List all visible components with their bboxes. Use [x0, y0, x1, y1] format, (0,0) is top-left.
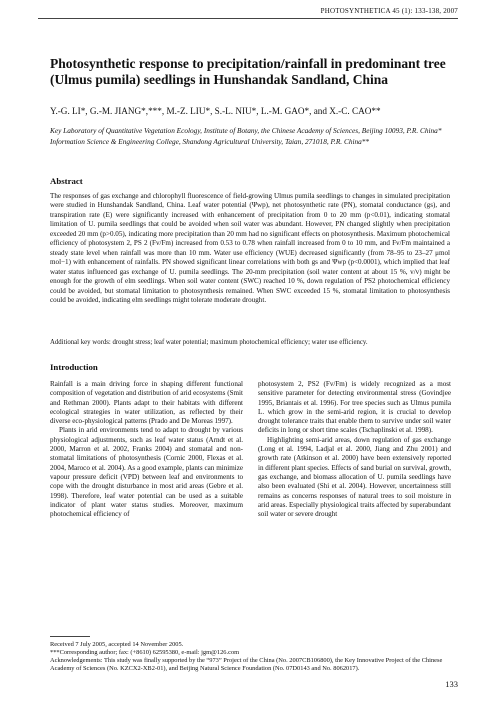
header-rule — [38, 18, 458, 19]
paper-title: Photosynthetic response to precipitation/rainfall in predominant tree (Ulmus pumila) seedlings in Hunshandak Sandland, China — [50, 56, 446, 87]
abstract-text: The responses of gas exchange and chlorophyll fluorescence of field-growing Ulmus pumila seedlings to changes in simulated precipitation were studied in Hunshandak Sandland, China. Leaf water potential (Ψwp), net photosynthetic rate (PN), stomatal conductance (gs), and transpiration rate (E) were significantly increased with enhancement of precipitation from 0 to 20 mm (p<0.01), indicating stomatal limitation of U. pumila seedlings that could be avoided when soil water was abundant. However, PN changed slightly when precipitation exceeded 20 mm (p>0.05), indicating more precipitation than 20 mm had no significant effects on photosynthesis. Maximum photochemical efficiency of photosystem 2, PS 2 (Fv/Fm) increased from 0.53 to 0.78 when rainfall increased from 0 to 10 mm, and Fv/Fm maintained a steady state level when rainfall was more than 10 mm. Water use efficiency (WUE) decreased significantly (from 78–95 to 23–27 μmol mol−1) with enhancement of rainfalls. PN showed significant linear correlations with both gs and Ψwp (p<0.0001), which implied that leaf water status influenced gas exchange of U. pumila seedlings. The 20-mm precipitation (soil water content at about 15 %, v/v) might be enough for the growth of elm seedlings. When soil water content (SWC) reached 10 %, down regulation of PS2 photochemical efficiency could be avoided, but stomatal limitation to photosynthesis remained. When SWC exceeded 15 %, stomatal limitation to photosynthesis could be avoided, indicating elm seedlings might tolerate moderate drought. — [50, 192, 450, 304]
abstract-heading: Abstract — [50, 176, 83, 186]
affiliation-2: Information Science & Engineering College, Shandong Agricultural University, Taian, 271018, P.R. China** — [50, 136, 370, 146]
corresponding-author-note: ***Corresponding author; fax: (+8610) 62595380, e-mail: jgm@126.com — [50, 649, 240, 657]
intro-paragraph: Plants in arid environments tend to adapt to drought by various physiological adjustments, such as leaf water status (Arndt et al. 2000, Marron et al. 2002, Franks 2004) and stomatal and non-stomatal limitations of photosynthesis (Cornic 2000, Flexas et al. 2004, Maroco et al. 2004). As a good example, plants can minimize vapour pressure deficit (VPD) between leaf and environments to cope with the drought disturbance in most arid areas (Gebre et al. 1998). Therefore, leaf water potential can be used as a suitable indicator of plant water status studies. Moreover, maximum photochemical efficiency of — [50, 426, 243, 519]
affiliation-1: Key Laboratory of Quantitative Vegetation Ecology, Institute of Botany, the Chinese Academy of Sciences, Beijing 10093, P.R. China* — [50, 126, 442, 135]
intro-right-column — [258, 380, 451, 519]
intro-left-column — [50, 380, 243, 519]
affiliations — [50, 126, 460, 147]
keywords: Additional key words: drought stress; leaf water potential; maximum photochemical efficiency; water use efficiency. — [50, 339, 368, 346]
author-list: Y.-G. LI*, G.-M. JIANG*,***, M.-Z. LIU*, S.-L. NIU*, L.-M. GAO*, and X.-C. CAO** — [50, 106, 381, 116]
intro-paragraph: Rainfall is a main driving force in shaping different functional composition of vegetation and distribution of arid ecosystems (Smit and Rethman 2000). Plants adapt to their habitats with different ecological strategies in water utilization, as reflected by their diverse eco-physiological patterns (Prado and De Moreas 1997). — [50, 380, 243, 426]
intro-paragraph: Highlighting semi-arid areas, down regulation of gas exchange (Long et al. 1994, Ladjal et al. 2000, Jiang and Zhu 2001) and growth rate (Atkinson et al. 2000) have been extensively reported in different plant species. Effects of sand burial on survival, growth, gas exchange, and biomass allocation of U. pumila seedlings have also been evaluated (Shi et al. 2004). However, uncertainness still remains as concerns responses of natural trees to soil moisture in arid areas. Especially physiological traits affected by superabundant soil water or severe drought — [258, 435, 451, 519]
acknowledgements-note: Acknowledgements: This study was finally supported by the “973” Project of the China (No. 2007CB106800), the Key Innovative Project of the Chinese Academy of Sciences (No. KZCX2-XB2-01), and Beijing Natural Science Foundation (No. 07D0143 and No. 8062017). — [50, 657, 443, 673]
footnotes — [50, 641, 450, 673]
introduction-heading: Introduction — [50, 362, 98, 372]
journal-header: PHOTOSYNTHETICA 45 (1): 133-138, 2007 — [320, 7, 458, 15]
footnote-rule — [50, 636, 90, 637]
page-number: 133 — [445, 679, 458, 689]
intro-paragraph: photosystem 2, PS2 (Fv/Fm) is widely recognized as a most sensitive parameter for detecting environmental stress (Govindjee 1995, Briantais et al. 1996). For tree species such as Ulmus pumila L. which grow in the semi-arid region, it is crucial to develop drought tolerance traits that enable them to survive under soil water deficits in long or short time scales (Tschaplinski et al. 1998). — [258, 380, 451, 435]
received-note: Received 7 July 2005, accepted 14 November 2005. — [50, 641, 184, 648]
